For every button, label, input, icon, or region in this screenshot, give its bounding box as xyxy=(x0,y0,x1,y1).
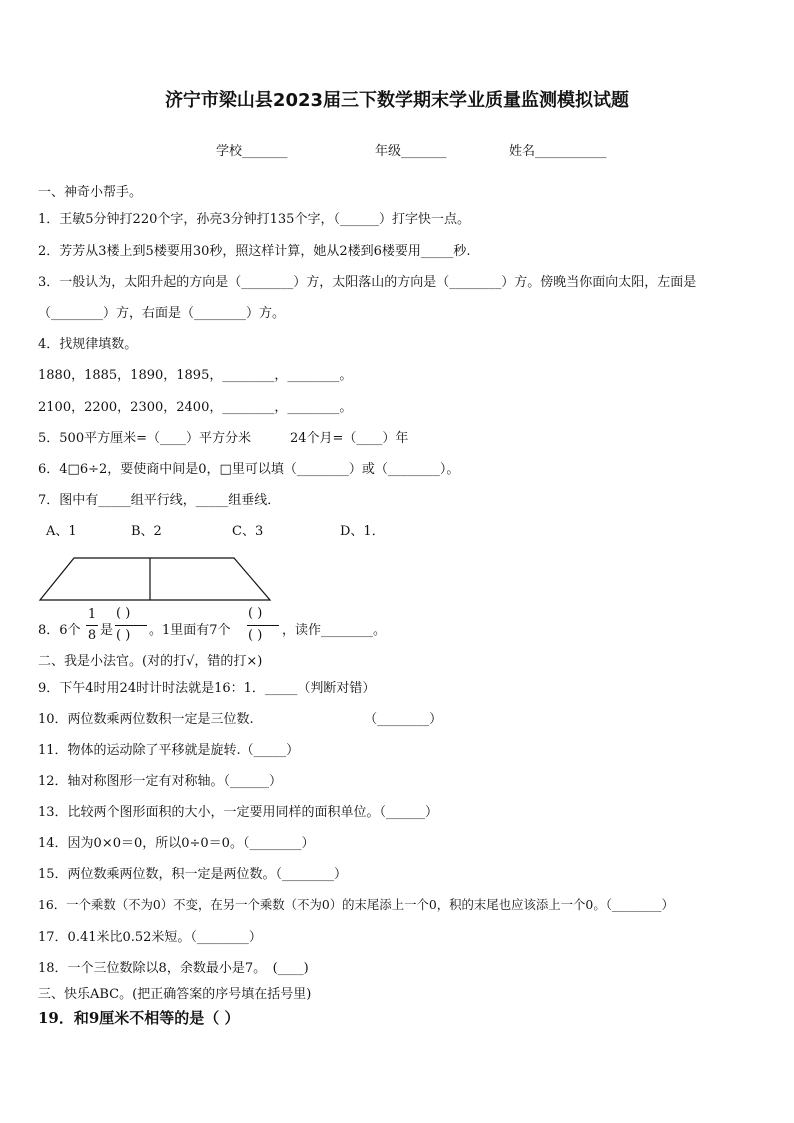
q8-blank-1-bar xyxy=(115,625,147,626)
q7-option-c: C、3 xyxy=(232,524,264,539)
q7-option-a: A、1 xyxy=(46,524,77,539)
q8-blank-1-numerator: ( ) xyxy=(116,606,131,621)
question-3-line-1: 3．一般认为，太阳升起的方向是（________）方，太阳落山的方向是（________）方。傍晚当你面向太阳，左面是 xyxy=(38,275,697,290)
trapezoid-shape xyxy=(40,558,270,600)
question-6: 6．4□6÷2，要使商中间是0，□里可以填（________）或（________）。 xyxy=(38,462,460,477)
question-3-line-2: （________）方，右面是（________）方。 xyxy=(38,306,286,321)
question-18: 18．一个三位数除以8，余数最小是7。 (____) xyxy=(38,961,309,976)
name-field: 姓名___________ xyxy=(509,144,607,159)
q7-option-d: D、1． xyxy=(340,524,385,539)
question-19: 19．和9厘米不相等的是（ ） xyxy=(38,1009,240,1027)
trapezoid-figure xyxy=(38,556,274,604)
school-field: 学校_______ xyxy=(216,144,288,159)
question-10: 10．两位数乘两位数积一定是三位数. （________） xyxy=(38,712,443,727)
section-3-heading: 三、快乐ABC。(把正确答案的序号填在括号里) xyxy=(38,987,312,1002)
question-8-end: ，读作________。 xyxy=(282,623,387,638)
page-title: 济宁市梁山县2023届三下数学期末学业质量监测模拟试题 xyxy=(164,90,630,111)
question-7: 7．图中有_____组平行线，_____组垂线． xyxy=(38,493,281,508)
question-17: 17．0.41米比0.52米短。（________） xyxy=(38,930,262,945)
q8-fraction-bar xyxy=(86,625,98,626)
question-4-sequence-1: 1880，1885，1890，1895，________，________。 xyxy=(38,368,353,383)
question-4-sequence-2: 2100，2200，2300，2400，________，________。 xyxy=(38,400,353,415)
question-4: 4．找规律填数。 xyxy=(38,337,138,352)
question-12: 12．轴对称图形一定有对称轴。（______） xyxy=(38,774,283,789)
q8-fraction-denominator: 8 xyxy=(87,628,97,643)
section-1-heading: 一、神奇小帮手。 xyxy=(38,185,143,200)
q8-fraction-numerator: 1 xyxy=(87,607,97,622)
question-16: 16．一个乘数（不为0）不变，在另一个乘数（不为0）的末尾添上一个0，积的末尾也应该添上一个0。（________） xyxy=(38,897,674,912)
q8-blank-2-bar xyxy=(247,625,279,626)
q8-blank-1-denominator: ( ) xyxy=(116,628,131,643)
question-14: 14．因为0×0＝0，所以0÷0＝0。（________） xyxy=(38,836,315,851)
question-8-start: 8．6个 xyxy=(38,623,81,638)
question-13: 13．比较两个图形面积的大小，一定要用同样的面积单位。（______） xyxy=(38,805,439,820)
grade-field: 年级_______ xyxy=(375,144,447,159)
question-8-middle: 。1里面有7个 xyxy=(149,623,231,638)
question-11: 11．物体的运动除了平移就是旋转.（_____） xyxy=(38,743,300,758)
question-1: 1．王敏5分钟打220个字，孙亮3分钟打135个字，（______）打字快一点。 xyxy=(38,212,470,227)
question-5: 5．500平方厘米=（____）平方分米 24个月=（____）年 xyxy=(38,431,409,446)
section-2-heading: 二、我是小法官。(对的打√，错的打×) xyxy=(38,654,263,669)
question-2: 2．芳芳从3楼上到5楼要用30秒，照这样计算，她从2楼到6楼要用_____秒. xyxy=(38,244,471,259)
q7-option-b: B、2 xyxy=(131,524,162,539)
q8-blank-2-denominator: ( ) xyxy=(248,628,263,643)
q8-blank-2-numerator: ( ) xyxy=(248,606,263,621)
question-8-is: 是 xyxy=(100,623,114,638)
question-15: 15．两位数乘两位数，积一定是两位数。（________） xyxy=(38,867,348,882)
question-9: 9．下午4时用24时计时法就是16：1．_____（判断对错） xyxy=(38,681,376,696)
